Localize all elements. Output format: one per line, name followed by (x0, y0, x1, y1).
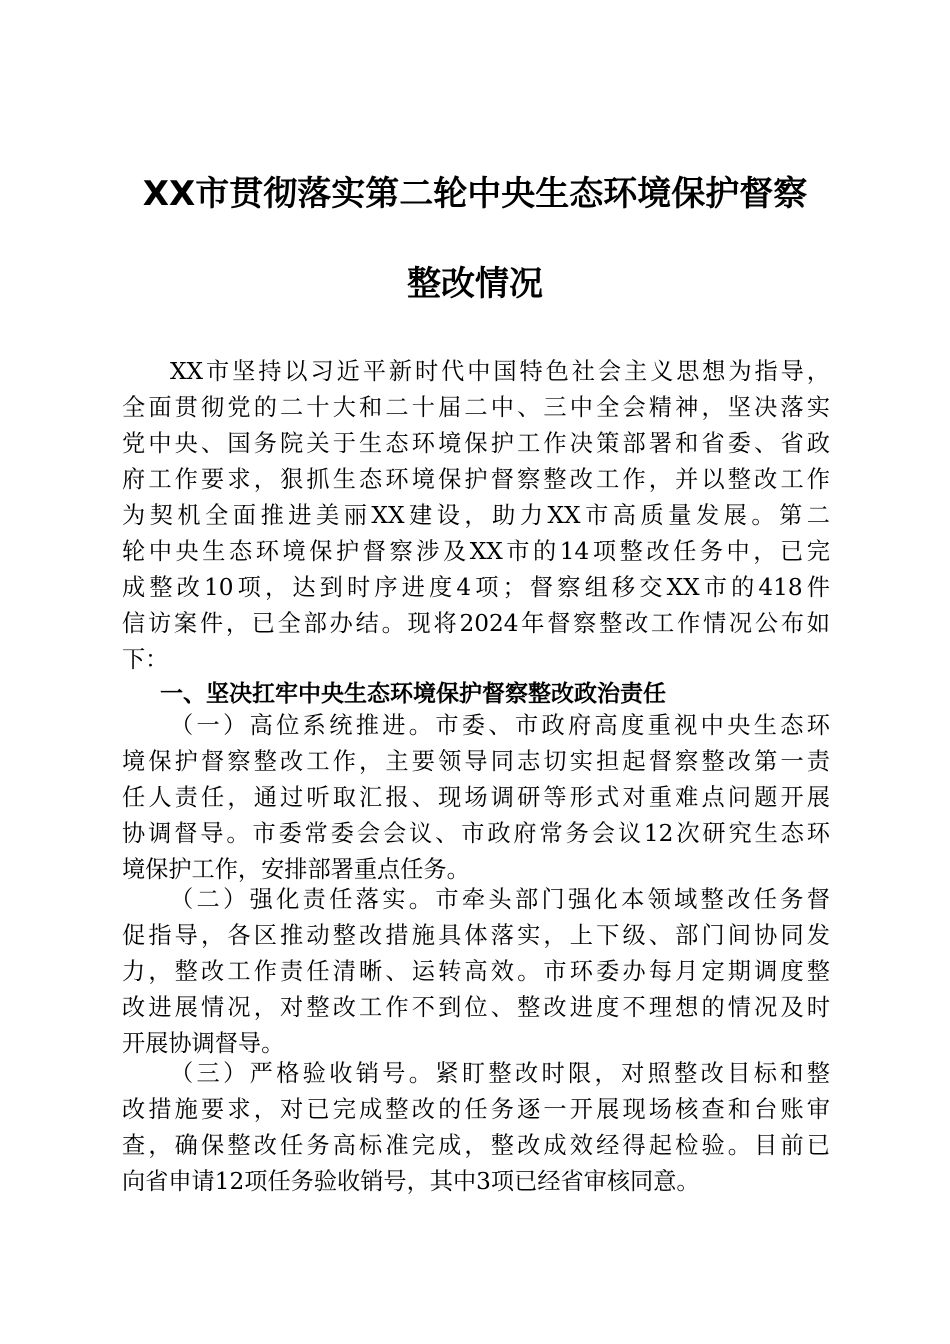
intro-line: 轮中央生态环境保护督察涉及XX市的14项整改任务中，已完 (122, 538, 830, 565)
intro-line: 府工作要求，狠抓生态环境保护督察整改工作，并以整改工作 (122, 466, 830, 493)
paragraph-line: 境保护工作，安排部署重点任务。 (122, 856, 470, 883)
intro-line: 全面贯彻党的二十大和二十届二中、三中全会精神，坚决落实 (122, 394, 830, 421)
paragraph-line: （一）高位系统推进。市委、市政府高度重视中央生态环 (170, 712, 830, 739)
paragraph-line: 改措施要求，对已完成整改的任务逐一开展现场核查和台账审 (122, 1096, 830, 1123)
paragraph-line: 查，确保整改任务高标准完成，整改成效经得起检验。目前已 (122, 1132, 830, 1159)
paragraph-line: 境保护督察整改工作，主要领导同志切实担起督察整改第一责 (122, 748, 830, 775)
intro-line: 信访案件，已全部办结。现将2024年督察整改工作情况公布如 (122, 610, 830, 637)
paragraph-line: （二）强化责任落实。市牵头部门强化本领域整改任务督 (170, 886, 830, 913)
intro-paragraph (122, 354, 830, 678)
paragraph-3 (122, 1056, 830, 1200)
section-1-heading: 一、坚决扛牢中央生态环境保护督察整改政治责任 (160, 681, 666, 707)
document-title-line-2: 整改情况 (407, 264, 543, 304)
paragraph-line: 开展协调督导。 (122, 1030, 285, 1057)
paragraph-line: （三）严格验收销号。紧盯整改时限，对照整改目标和整 (170, 1060, 830, 1087)
paragraph-line: 力，整改工作责任清晰、运转高效。市环委办每月定期调度整 (122, 958, 830, 985)
paragraph-1 (122, 708, 830, 888)
intro-line: 成整改10项，达到时序进度4项；督察组移交XX市的418件 (122, 574, 830, 601)
paragraph-line: 向省申请12项任务验收销号，其中3项已经省审核同意。 (122, 1168, 700, 1195)
paragraph-line: 促指导，各区推动整改措施具体落实，上下级、部门间协同发 (122, 922, 830, 949)
intro-line: 为契机全面推进美丽XX建设，助力XX市高质量发展。第二 (122, 502, 830, 529)
intro-line: 下： (122, 646, 169, 673)
document-title-line-1: XX市贯彻落实第二轮中央生态环境保护督察 (142, 174, 808, 214)
paragraph-2 (122, 882, 830, 1062)
intro-line: XX市坚持以习近平新时代中国特色社会主义思想为指导， (170, 358, 830, 385)
paragraph-line: 协调督导。市委常委会会议、市政府常务会议12次研究生态环 (122, 820, 830, 847)
paragraph-line: 任人责任，通过听取汇报、现场调研等形式对重难点问题开展 (122, 784, 830, 811)
intro-line: 党中央、国务院关于生态环境保护工作决策部署和省委、省政 (122, 430, 830, 457)
paragraph-line: 改进展情况，对整改工作不到位、整改进度不理想的情况及时 (122, 994, 830, 1021)
